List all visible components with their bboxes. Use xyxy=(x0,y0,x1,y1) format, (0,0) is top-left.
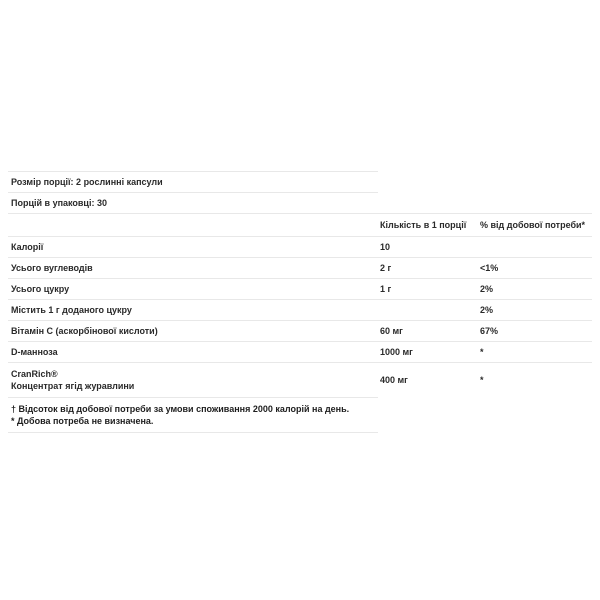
table-row xyxy=(8,236,592,257)
nutrient-dv: * xyxy=(480,347,484,357)
table-row xyxy=(8,257,592,278)
nutrient-dv: * xyxy=(480,375,484,385)
table-row xyxy=(8,341,592,362)
nutrient-name: Усього цукру xyxy=(11,284,70,294)
dv-header: % від добової потреби* xyxy=(480,220,586,230)
servings-per-container: Порцій в упаковці: 30 xyxy=(11,198,107,208)
nutrient-name: Калорії xyxy=(11,242,44,252)
nutrient-amount: 1000 мг xyxy=(380,347,413,357)
nutrient-amount: 60 мг xyxy=(380,326,403,336)
footnotes xyxy=(8,397,378,433)
serving-size-row xyxy=(8,171,378,192)
serving-size: Розмір порції: 2 рослинні капсули xyxy=(11,177,163,187)
footnote-daily-value: † Відсоток від добової потреби за умови споживання 2000 калорій на день. xyxy=(11,404,350,414)
servings-per-container-row xyxy=(8,192,378,213)
nutrient-dv: 67% xyxy=(480,326,499,336)
nutrient-dv: 2% xyxy=(480,305,494,315)
table-row xyxy=(8,278,592,299)
nutrient-brand-name: CranRich® xyxy=(11,369,58,379)
nutrient-name xyxy=(11,363,134,397)
nutrient-description: Концентрат ягід журавлини xyxy=(11,381,135,391)
table-row xyxy=(8,320,592,341)
nutrient-name: Усього вуглеводів xyxy=(11,263,93,273)
table-row xyxy=(8,299,592,320)
nutrient-amount: 10 xyxy=(380,242,391,252)
nutrient-name: D-манноза xyxy=(11,347,58,357)
supplement-facts-table xyxy=(8,171,592,433)
amount-header: Кількість в 1 порції xyxy=(380,220,467,230)
nutrient-amount: 2 г xyxy=(380,263,392,273)
nutrient-name: Містить 1 г доданого цукру xyxy=(11,305,132,315)
nutrient-name: Вітамін C (аскорбінової кислоти) xyxy=(11,326,158,336)
nutrient-amount: 400 мг xyxy=(380,375,408,385)
nutrient-amount: 1 г xyxy=(380,284,392,294)
table-header-row xyxy=(8,213,592,236)
nutrient-dv: 2% xyxy=(480,284,494,294)
nutrient-dv: <1% xyxy=(480,263,499,273)
table-row xyxy=(8,362,592,397)
footnote-not-established: * Добова потреба не визначена. xyxy=(11,416,154,426)
